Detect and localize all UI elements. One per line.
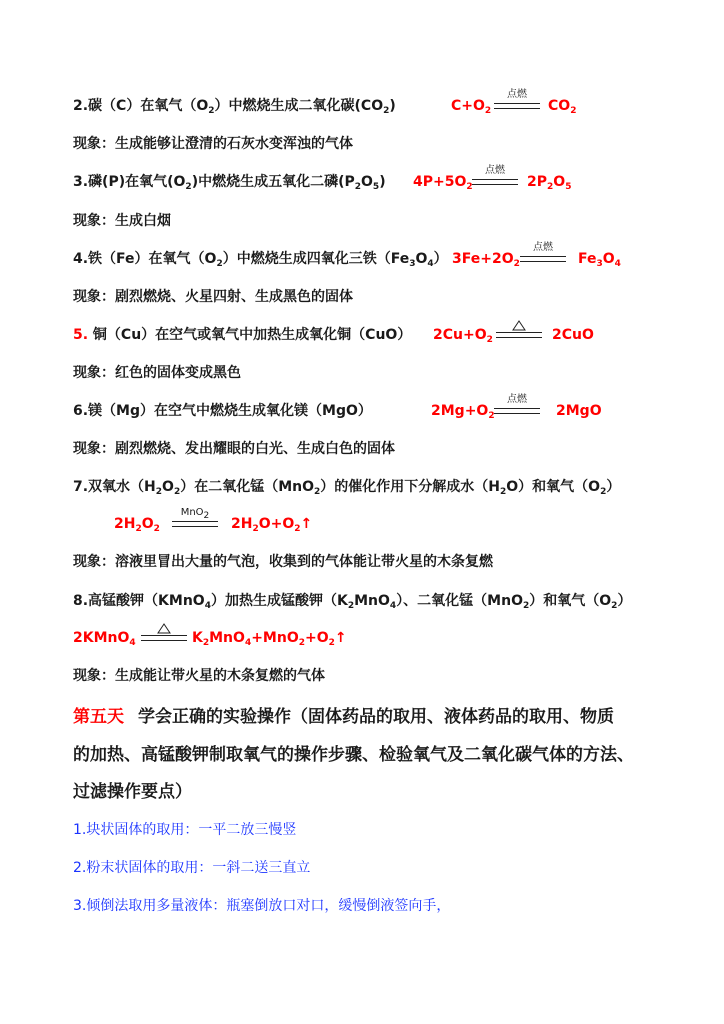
reaction-3-right: $2P_2O_5$ bbox=[527, 174, 572, 192]
reaction-2-phenomenon: 现象：生成能够让澄清的石灰水变浑浊的气体 bbox=[73, 136, 353, 152]
reaction-3-arrow bbox=[472, 166, 518, 188]
reaction-6-left: $2Mg+O_2$ bbox=[431, 403, 495, 421]
reaction-4-left: $3Fe+2O_2$ bbox=[452, 251, 520, 269]
reaction-3-left: $4P+5O_2$ bbox=[413, 174, 473, 192]
reaction-2-condition-label: 点燃 bbox=[507, 89, 527, 100]
reaction-7-title: 7.双氧水$(H_2O_2)$在二氧化锰（MnO$_2$）的催化作用下分解成水$(H_2O)$和氧气$(O_2)$ bbox=[73, 479, 621, 497]
heat-triangle-icon bbox=[157, 623, 171, 634]
reaction-8-right: $K_2MnO_4+MnO_2+O_2↑$ bbox=[192, 630, 347, 648]
reaction-6-phenomenon: 现象：剧烈燃烧、发出耀眼的白光、生成白色的固体 bbox=[73, 441, 395, 457]
reaction-7-condition: MnO$_2$ bbox=[180, 507, 210, 521]
reaction-4-condition: 点燃 bbox=[533, 242, 553, 253]
section-heading-line3: 过滤操作要点） bbox=[73, 782, 192, 802]
heat-triangle-icon bbox=[512, 320, 526, 331]
reaction-8-arrow bbox=[141, 622, 187, 644]
reaction-4-right: $Fe_3O_4$ bbox=[578, 251, 621, 269]
reaction-7-left: $2H_2O_2$ bbox=[114, 516, 160, 534]
reaction-2-right: $CO_2$ bbox=[548, 98, 577, 116]
reaction-5-phenomenon: 现象：红色的固体变成黑色 bbox=[73, 365, 241, 381]
reaction-7-arrow bbox=[172, 508, 218, 530]
reaction-7-right: $2H_2O+O_2↑$ bbox=[231, 516, 313, 534]
reaction-3-title: 3.磷(P)在氧气$(O_2)$中燃烧生成五氧化二磷$(P_2O_5)$ bbox=[73, 174, 386, 192]
reaction-8-left: 2KMnO$_4$ bbox=[73, 630, 136, 648]
reaction-3-condition: 点燃 bbox=[485, 165, 505, 176]
reaction-8-phenomenon: 现象：生成能让带火星的木条复燃的气体 bbox=[73, 668, 325, 684]
reaction-4-title: 4.铁（Fe）在氧气$(O_2)$中燃烧生成四氧化三铁$(Fe_3O_4)$ bbox=[73, 251, 448, 269]
reaction-6-arrow bbox=[494, 395, 540, 417]
reaction-4-phenomenon: 现象：剧烈燃烧、火星四射、生成黑色的固体 bbox=[73, 289, 353, 305]
reaction-6-right: 2MgO bbox=[556, 403, 602, 419]
tip-3: 3.倾倒法取用多量液体：瓶塞倒放口对口，缓慢倒液签向手， bbox=[73, 898, 451, 914]
reaction-2-arrow bbox=[494, 90, 540, 112]
reaction-3-phenomenon: 现象：生成白烟 bbox=[73, 213, 171, 229]
reaction-2-title: 2.碳（C）在氧气$(O_2)$中燃烧生成二氧化碳$(CO_2)$ bbox=[73, 98, 396, 116]
section-line1-text: 学会正确的实验操作（固体药品的取用、液体药品的取用、物质 bbox=[138, 707, 614, 727]
reaction-5-left: $2Cu+O_2$ bbox=[433, 327, 493, 345]
reaction-6-condition: 点燃 bbox=[507, 394, 527, 405]
reaction-5-title: 5. 铜（Cu）在空气或氧气中加热生成氧化铜（CuO） bbox=[73, 327, 412, 343]
section-heading-line1 bbox=[73, 705, 614, 729]
reaction-5-right: 2CuO bbox=[552, 327, 594, 343]
reaction-5-arrow bbox=[496, 319, 542, 341]
reaction-6-title: 6.镁（Mg）在空气中燃烧生成氧化镁（MgO） bbox=[73, 403, 372, 419]
tip-2: 2.粉末状固体的取用：一斜二送三直立 bbox=[73, 860, 311, 876]
reaction-2-left: $C+O_2$ bbox=[451, 98, 492, 116]
section-heading-line2: 的加热、高锰酸钾制取氧气的操作步骤、检验氧气及二氧化碳气体的方法、 bbox=[73, 745, 634, 765]
reaction-8-title: 8.高锰酸钾（KMnO$_4$）加热生成锰酸钾$(K_2MnO_4)$、二氧化锰（MnO$_2$）和氧气$(O_2)$ bbox=[73, 593, 632, 611]
tip-1: 1.块状固体的取用：一平二放三慢竖 bbox=[73, 822, 297, 838]
reaction-7-phenomenon: 现象：溶液里冒出大量的气泡，收集到的气体能让带火星的木条复燃 bbox=[73, 554, 493, 570]
reaction-5-number: 5. bbox=[73, 327, 89, 343]
section-day: 第五天 bbox=[73, 707, 124, 727]
reaction-4-arrow bbox=[520, 243, 566, 265]
